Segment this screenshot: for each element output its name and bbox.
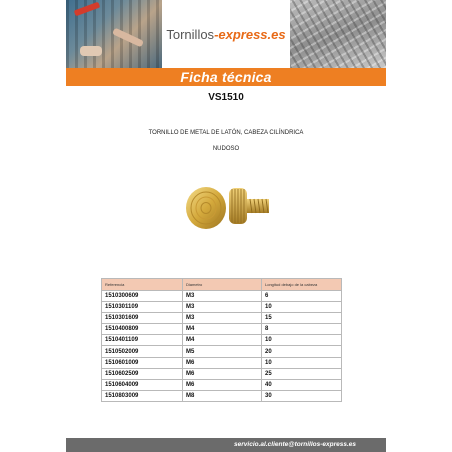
- table-row: [102, 291, 342, 302]
- reference-cell: 1510601009: [102, 357, 183, 368]
- column-header-reference: Referencia: [102, 279, 183, 291]
- table-row: [102, 302, 342, 313]
- reference-cell: 1510803009: [102, 390, 183, 401]
- brand-name-accent: -express.es: [214, 26, 286, 42]
- length-cell: 10: [262, 302, 342, 313]
- header-banner: [66, 0, 386, 68]
- length-cell: 30: [262, 390, 342, 401]
- screws-photo: [290, 0, 386, 68]
- reference-cell: 1510400809: [102, 324, 183, 335]
- diameter-cell: M6: [183, 357, 262, 368]
- reference-cell: 1510401109: [102, 335, 183, 346]
- length-cell: 25: [262, 368, 342, 379]
- table-row: [102, 379, 342, 390]
- product-description: TORNILLO DE METAL DE LATÓN, CABEZA CILÍNDRICA: [148, 130, 304, 136]
- brand-logo: [162, 0, 290, 68]
- length-cell: 15: [262, 313, 342, 324]
- reference-cell: 1510301109: [102, 302, 183, 313]
- table-row: [102, 357, 342, 368]
- product-photo: [177, 158, 277, 262]
- column-header-length: Longitud debajo de la cabeza: [262, 279, 342, 291]
- table-header-row: [102, 279, 342, 291]
- table-row: [102, 346, 342, 357]
- reference-cell: 1510602509: [102, 368, 183, 379]
- diameter-cell: M5: [183, 346, 262, 357]
- reference-cell: 1510502009: [102, 346, 183, 357]
- brass-screw-image: [177, 158, 277, 262]
- length-cell: 10: [262, 335, 342, 346]
- diameter-cell: M3: [183, 313, 262, 324]
- table-row: [102, 368, 342, 379]
- page-title: Ficha técnica: [180, 69, 272, 85]
- datasheet-page: [66, 0, 386, 452]
- length-cell: 10: [262, 357, 342, 368]
- footer-bar: [66, 438, 386, 452]
- reference-cell: 1510300609: [102, 291, 183, 302]
- product-description-sub: NUDOSO: [212, 146, 240, 152]
- column-header-diameter: Diametro: [183, 279, 262, 291]
- diameter-cell: M6: [183, 379, 262, 390]
- specifications-table: [101, 278, 342, 402]
- contact-email-link[interactable]: servicio.al.cliente@tornillos-express.es: [234, 441, 356, 448]
- table-row: [102, 324, 342, 335]
- diameter-cell: M4: [183, 324, 262, 335]
- length-cell: 20: [262, 346, 342, 357]
- table-row: [102, 390, 342, 401]
- length-cell: 40: [262, 379, 342, 390]
- brand-name: Tornillos: [166, 26, 215, 42]
- length-cell: 8: [262, 324, 342, 335]
- table-row: [102, 313, 342, 324]
- diameter-cell: M6: [183, 368, 262, 379]
- reference-cell: 1510301609: [102, 313, 183, 324]
- product-code: VS1510: [208, 92, 244, 103]
- title-bar: [66, 68, 386, 86]
- diameter-cell: M4: [183, 335, 262, 346]
- diameter-cell: M3: [183, 291, 262, 302]
- length-cell: 6: [262, 291, 342, 302]
- diameter-cell: M3: [183, 302, 262, 313]
- table-row: [102, 335, 342, 346]
- reference-cell: 1510604009: [102, 379, 183, 390]
- diameter-cell: M8: [183, 390, 262, 401]
- tools-photo: [66, 0, 162, 68]
